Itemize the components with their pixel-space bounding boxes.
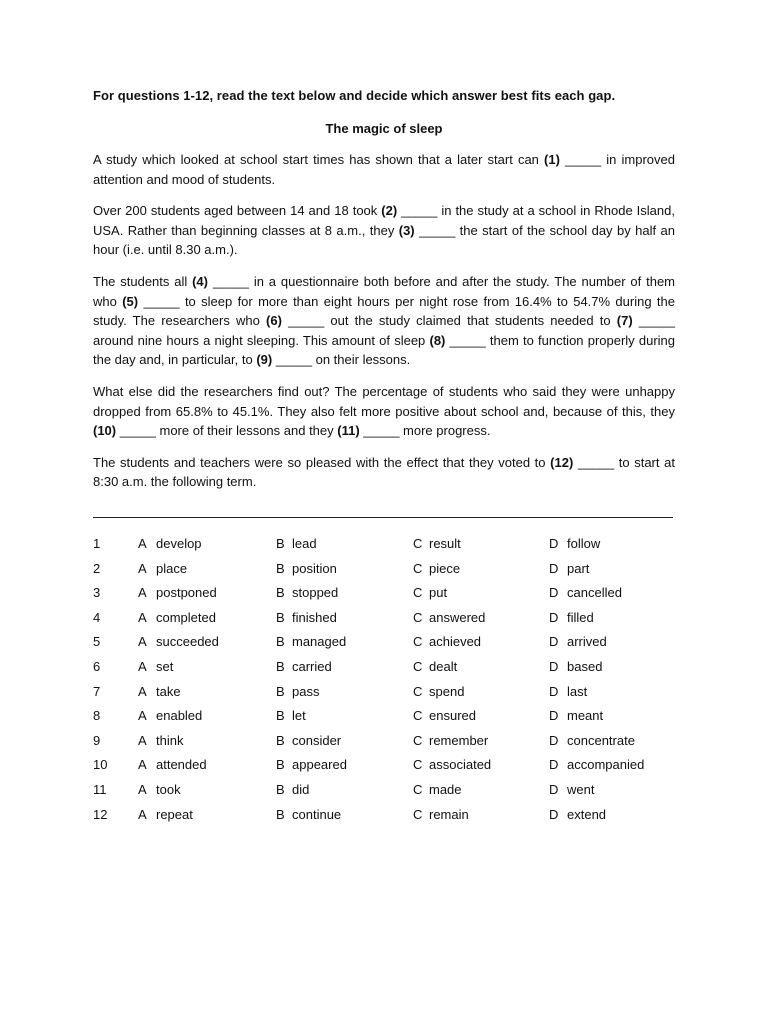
option-word: take <box>156 683 181 699</box>
paragraph-text: _____ in the study at a school in Rhode Island, USA. Rather than beginning classes at 8 a.m., they <box>93 203 675 238</box>
question-number: 7 <box>93 683 101 699</box>
option-word: arrived <box>567 634 607 650</box>
option-word: attended <box>156 757 207 773</box>
option-row <box>93 659 693 684</box>
option-word: filled <box>567 609 594 625</box>
option-row <box>93 585 693 610</box>
option-row <box>93 634 693 659</box>
option-word: answered <box>429 609 486 625</box>
option-letter: D <box>549 634 559 650</box>
question-number: 10 <box>93 757 108 773</box>
paragraph <box>93 201 675 260</box>
question-number: 12 <box>93 806 108 822</box>
option-word: meant <box>567 708 604 724</box>
option-word: stopped <box>292 585 339 601</box>
option-letter: C <box>413 634 423 650</box>
option-row <box>93 733 693 758</box>
option-row <box>93 757 693 782</box>
gap-number: (1) <box>544 152 560 167</box>
gap-number: (2) <box>381 203 398 219</box>
option-word: achieved <box>429 634 482 650</box>
option-word: did <box>292 781 310 797</box>
option-letter: D <box>549 732 559 748</box>
option-word: remain <box>429 806 469 822</box>
question-number: 5 <box>93 634 101 650</box>
gap-number: (7) <box>616 313 633 329</box>
option-letter: A <box>138 560 147 576</box>
option-word: based <box>567 658 603 674</box>
option-word: result <box>429 536 461 551</box>
option-letter: A <box>138 732 147 748</box>
option-letter: C <box>413 708 423 724</box>
paragraph-text: What else did the researchers find out? The percentage of students who said they were unhappy dropped from 65.8% to 45.1%. They also felt more positive about school and, because of this, they <box>93 383 675 419</box>
option-letter: A <box>138 585 147 601</box>
gap-number: (11) <box>337 423 360 439</box>
gap-number: (9) <box>256 352 273 368</box>
option-letter: B <box>276 806 285 822</box>
option-word: continue <box>292 806 342 822</box>
option-word: spend <box>429 683 465 699</box>
option-letter: B <box>276 609 285 625</box>
option-letter: B <box>276 658 285 674</box>
option-word: develop <box>156 536 202 551</box>
option-letter: C <box>413 683 423 699</box>
question-number: 1 <box>93 536 101 551</box>
option-letter: A <box>138 806 147 822</box>
option-letter: B <box>276 683 285 699</box>
option-word: think <box>156 732 184 748</box>
answer-options-table <box>93 536 693 831</box>
paragraph-text: A study which looked at school start times has shown that a later start can <box>93 152 545 167</box>
option-word: enabled <box>156 708 203 724</box>
option-word: succeeded <box>156 634 219 650</box>
gap-number: (10) <box>93 423 117 439</box>
option-word: appeared <box>292 757 347 773</box>
option-letter: B <box>276 757 285 773</box>
option-word: extend <box>567 806 607 822</box>
question-number: 6 <box>93 658 101 674</box>
option-letter: D <box>549 806 559 822</box>
option-word: pass <box>292 683 320 699</box>
question-number: 8 <box>93 708 101 724</box>
option-letter: A <box>138 536 147 551</box>
gap-number: (5) <box>122 293 139 309</box>
option-letter: B <box>276 585 285 601</box>
option-word: put <box>429 585 448 601</box>
option-word: accompanied <box>567 757 645 773</box>
option-letter: C <box>413 732 423 748</box>
option-letter: C <box>413 757 423 773</box>
option-word: ensured <box>429 708 476 724</box>
section-divider <box>93 517 673 518</box>
paragraph-text: _____ more of their lessons and they <box>116 423 338 439</box>
option-word: piece <box>429 560 461 576</box>
option-word: associated <box>429 757 492 773</box>
option-word: dealt <box>429 658 458 674</box>
paragraph-text: Over 200 students aged between 14 and 18 took <box>93 203 382 219</box>
paragraph-text: _____ on their lessons. <box>272 352 411 368</box>
option-word: concentrate <box>567 732 635 748</box>
paragraph <box>93 150 675 189</box>
option-word: finished <box>292 609 337 625</box>
option-letter: C <box>413 536 423 551</box>
option-word: position <box>292 560 337 576</box>
option-word: cancelled <box>567 585 622 601</box>
option-word: carried <box>292 658 332 674</box>
option-letter: B <box>276 781 285 797</box>
option-letter: C <box>413 658 423 674</box>
option-letter: B <box>276 732 285 748</box>
option-letter: A <box>138 781 147 797</box>
option-letter: A <box>138 609 147 625</box>
option-letter: D <box>549 781 559 797</box>
option-row <box>93 561 693 586</box>
option-letter: C <box>413 560 423 576</box>
paragraph <box>93 382 675 441</box>
option-row <box>93 807 693 832</box>
gap-number: (4) <box>192 273 208 289</box>
option-row <box>93 684 693 709</box>
gap-number: (6) <box>266 313 282 329</box>
option-word: place <box>156 560 188 576</box>
reading-text <box>93 150 675 504</box>
option-letter: D <box>549 683 559 699</box>
option-row <box>93 782 693 807</box>
question-number: 2 <box>93 560 101 576</box>
option-letter: D <box>549 536 559 551</box>
paragraph-text: _____ the start of the school day by half an hour (i.e. until 8.30 a.m.). <box>93 222 675 258</box>
text-title: The magic of sleep <box>325 121 443 136</box>
gap-number: (12) <box>550 454 574 470</box>
option-word: remember <box>429 732 489 748</box>
option-letter: D <box>549 708 559 724</box>
option-word: repeat <box>156 806 193 822</box>
gap-number: (3) <box>398 222 415 238</box>
option-word: last <box>567 683 588 699</box>
option-word: postponed <box>156 585 217 601</box>
paragraph-text: _____ them to function properly during the day and, in particular, to <box>93 332 676 368</box>
paragraph-text: _____ in a questionnaire both before and after the study. The number of them who <box>93 273 676 309</box>
option-word: managed <box>292 634 347 650</box>
option-letter: A <box>138 658 147 674</box>
option-letter: B <box>276 536 285 551</box>
paragraph-text: _____ around nine hours a night sleeping. This amount of sleep <box>93 313 675 348</box>
question-number: 3 <box>93 585 101 601</box>
option-letter: B <box>276 634 285 650</box>
option-letter: A <box>138 634 147 650</box>
option-word: lead <box>292 536 317 551</box>
option-word: set <box>156 658 174 674</box>
option-word: follow <box>567 536 601 551</box>
paragraph <box>93 272 675 370</box>
question-number: 11 <box>93 781 107 797</box>
option-word: consider <box>292 732 342 748</box>
option-letter: B <box>276 560 285 576</box>
paragraph <box>93 453 675 492</box>
question-number: 4 <box>93 609 101 625</box>
option-word: made <box>429 781 462 797</box>
paragraph-text: The students all <box>93 273 193 289</box>
option-letter: C <box>413 806 423 822</box>
gap-number: (8) <box>429 332 446 348</box>
option-letter: D <box>549 757 559 773</box>
paragraph-text: _____ in improved attention and mood of students. <box>93 152 675 187</box>
option-word: went <box>567 781 595 797</box>
paragraph-text: _____ out the study claimed that students needed to <box>281 313 617 329</box>
option-row <box>93 536 693 561</box>
paragraph-text: _____ more progress. <box>359 423 491 439</box>
option-letter: C <box>413 609 423 625</box>
question-number: 9 <box>93 732 101 748</box>
option-word: completed <box>156 609 216 625</box>
option-letter: B <box>276 708 285 724</box>
option-row <box>93 708 693 733</box>
option-letter: D <box>549 560 559 576</box>
option-word: let <box>292 708 306 724</box>
paragraph-text: _____ to start at 8:30 a.m. the following term. <box>93 454 675 490</box>
option-letter: D <box>549 658 559 674</box>
option-letter: A <box>138 708 147 724</box>
option-letter: A <box>138 757 147 773</box>
option-word: part <box>567 560 590 576</box>
paragraph-text: _____ to sleep for more than eight hours per night rose from 16.4% to 54.7% during the study. The researchers who <box>93 293 675 329</box>
option-letter: D <box>549 609 559 625</box>
option-letter: C <box>413 585 423 601</box>
option-word: took <box>156 781 181 797</box>
option-letter: D <box>549 585 559 601</box>
paragraph-text: The students and teachers were so pleased with the effect that they voted to <box>93 454 551 470</box>
option-row <box>93 610 693 635</box>
option-letter: A <box>138 683 147 699</box>
option-letter: C <box>413 781 423 797</box>
instructions: For questions 1-12, read the text below and decide which answer best fits each gap. <box>93 88 616 103</box>
